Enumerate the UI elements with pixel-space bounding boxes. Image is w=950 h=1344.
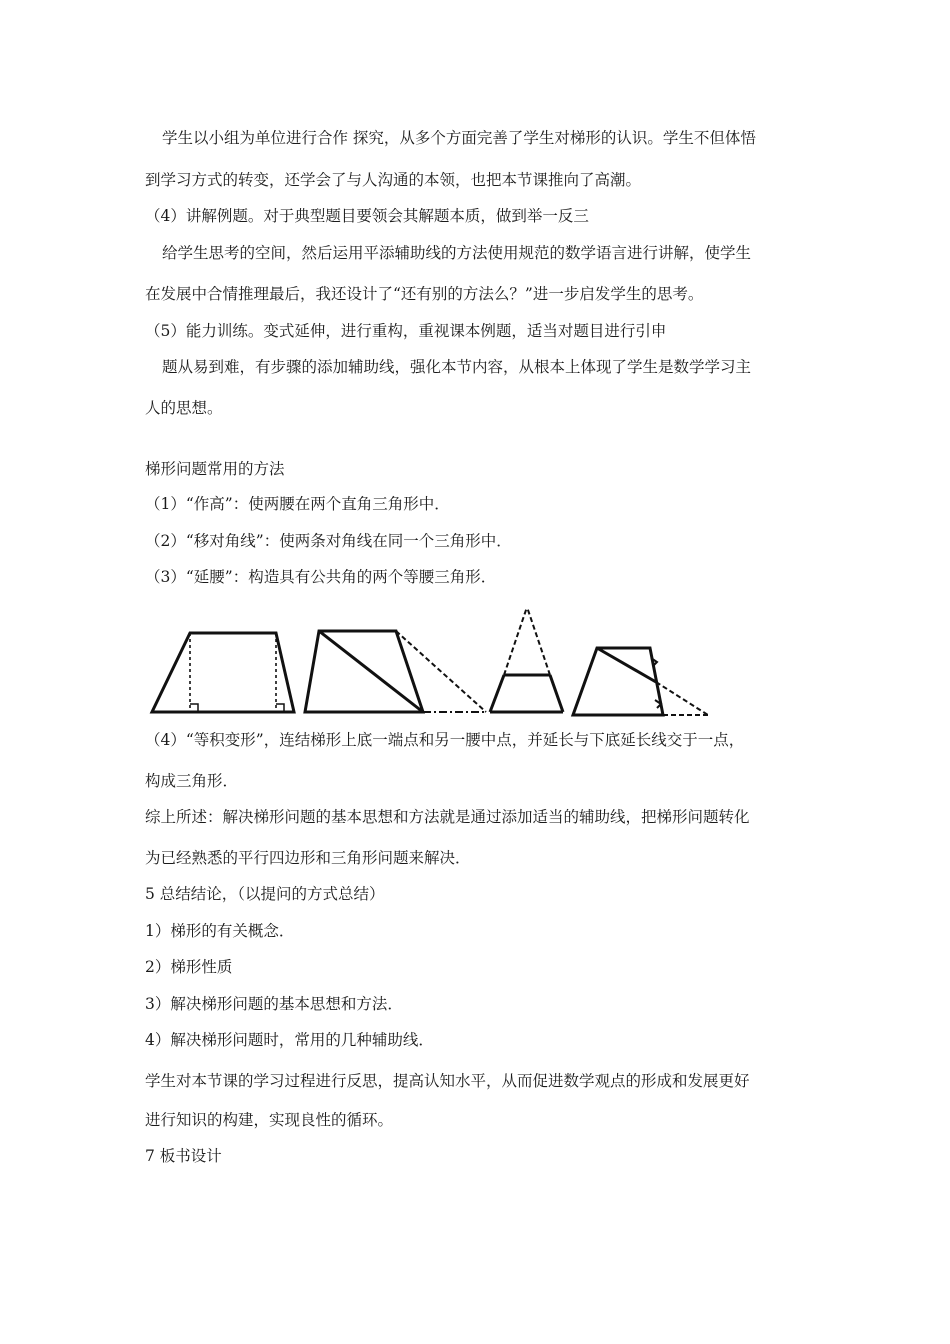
paragraph: 在发展中合情推理最后，我还设计了“还有别的方法么？”进一步启发学生的思考。 [145, 285, 704, 303]
section-heading: 7 板书设计 [145, 1147, 222, 1165]
paragraph: 学生对本节课的学习过程进行反思，提高认知水平，从而促进数学观点的形成和发展更好 [145, 1072, 750, 1090]
list-item: 2）梯形性质 [145, 958, 233, 976]
paragraph: 人的思想。 [145, 399, 223, 417]
paragraph: 题从易到难，有步骤的添加辅助线，强化本节内容，从根本上体现了学生是数学学习主 [162, 358, 752, 376]
list-item: 4）解决梯形问题时，常用的几种辅助线． [145, 1031, 434, 1049]
list-item: （1）“作高”：使两腰在两个直角三角形中． [145, 495, 450, 513]
trapezoid-extend-legs-diagram [490, 607, 563, 712]
paragraph: 进行知识的构建，实现良性的循环。 [145, 1111, 394, 1129]
list-item: （4）“等积变形”，连结梯形上底一端点和另一腰中点，并延长与下底延长线交于一点， [145, 731, 745, 749]
list-item: 3）解决梯形问题的基本思想和方法． [145, 995, 403, 1013]
section-heading: 5 总结结论，（以提问的方式总结） [145, 885, 385, 903]
trapezoid-equal-area-diagram [573, 648, 708, 715]
paragraph: 到学习方式的转变，还学会了与人沟通的本领，也把本节课推向了高潮。 [145, 171, 642, 189]
trapezoid-heights-diagram [152, 633, 294, 712]
list-item: （2）“移对角线”：使两条对角线在同一个三角形中． [145, 532, 512, 550]
section-heading: 梯形问题常用的方法 [145, 460, 285, 478]
list-item: （3）“延腰”：构造具有公共角的两个等腰三角形． [145, 568, 497, 586]
paragraph: （5）能力训练。变式延伸，进行重构，重视课本例题，适当对题目进行引申 [145, 322, 667, 340]
paragraph: 给学生思考的空间，然后运用平添辅助线的方法使用规范的数学语言进行讲解，使学生 [162, 244, 752, 262]
paragraph: 学生以小组为单位进行合作 探究，从多个方面完善了学生对梯形的认识。学生不但体悟 [162, 129, 756, 147]
list-item: 1）梯形的有关概念． [145, 922, 295, 940]
trapezoid-auxiliary-lines-figure [145, 600, 725, 725]
paragraph: 综上所述：解决梯形问题的基本思想和方法就是通过添加适当的辅助线，把梯形问题转化 [145, 808, 750, 826]
paragraph: （4）讲解例题。对于典型题目要领会其解题本质，做到举一反三 [145, 207, 589, 225]
paragraph: 构成三角形． [145, 772, 239, 790]
paragraph: 为已经熟悉的平行四边形和三角形问题来解决． [145, 849, 471, 867]
